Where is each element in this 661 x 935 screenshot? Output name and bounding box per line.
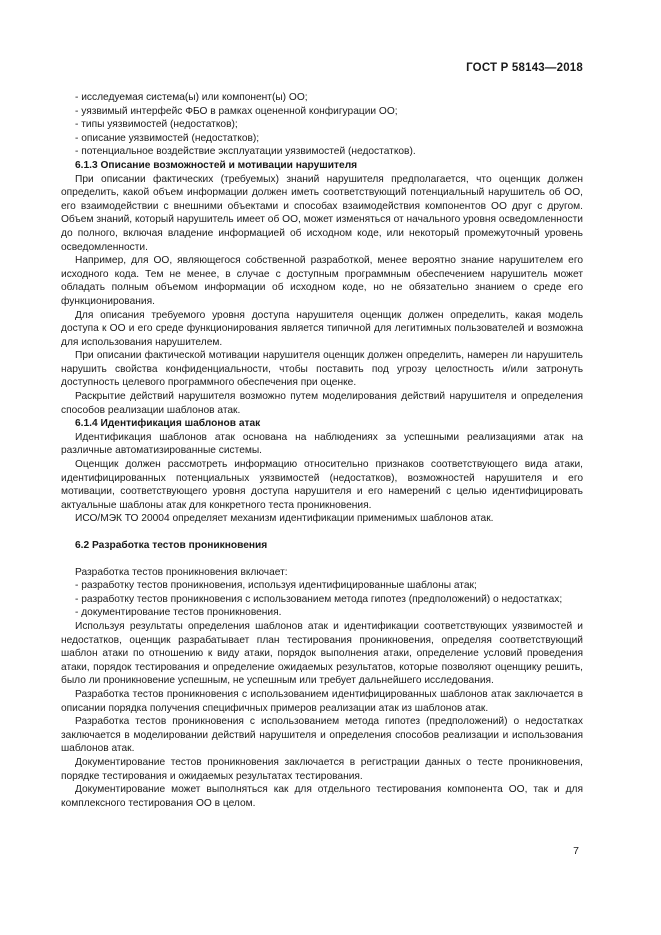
paragraph: Документирование может выполняться как для отдельного тестирования компонента ОО, так и для комплексного тестирования ОО в целом. (61, 784, 583, 809)
list-item: - разработку тестов проникновения, используя идентифицированные шаблоны атак; (75, 580, 477, 592)
list-item: - типы уязвимостей (недостатков); (75, 119, 238, 131)
list-item: - потенциальное воздействие эксплуатации уязвимостей (недостатков). (75, 146, 416, 158)
list-item: - разработку тестов проникновения с использованием метода гипотез (предположений) о недостатках; (75, 593, 563, 605)
paragraph: Раскрытие действий нарушителя возможно путем моделирования действий нарушителя и определения способов реализации шаблонов атак. (61, 391, 583, 416)
section-heading: 6.2 Разработка тестов проникновения (75, 540, 268, 551)
list-item: - уязвимый интерфейс ФБО в рамках оцененной конфигурации ОО; (75, 105, 398, 117)
paragraph: При описании фактической мотивации нарушителя оценщик должен определить, намерен ли нарушитель нарушить свойства конфиденциальности, чтобы поставить под угрозу целостность и/или затронуть доступность целевого программного обеспечения при оценке. (61, 350, 583, 389)
list-item: - документирование тестов проникновения. (75, 607, 282, 619)
paragraph: Разработка тестов проникновения включает: (75, 566, 288, 578)
standard-number: ГОСТ Р 58143—2018 (466, 62, 583, 74)
paragraph: Для описания требуемого уровня доступа нарушителя оценщик должен определить, какая модель доступа к ОО и его среде функционирования является типичной для легитимных пользователей и возможна для использования нарушителем. (61, 309, 583, 348)
paragraph: Используя результаты определения шаблонов атак и идентификации соответствующих уязвимостей и недостатков, оценщик разрабатывает план тестирования проникновения, определяя соответствующий шаблон атаки по отношению к виду атаки, порядок выполнения атаки, определение условий проведения атаки, порядок тестирования и определение ожидаемых результатов, которые позволяют оценщику решить, было ли проникновение успешным, не успешным или требует дальнейшего исследования. (61, 620, 583, 687)
paragraph: Документирование тестов проникновения заключается в регистрации данных о тесте проникновения, порядке тестирования и ожидаемых результатах тестирования. (61, 756, 583, 782)
section-heading: 6.1.4 Идентификация шаблонов атак (75, 418, 261, 430)
page-body (61, 91, 583, 810)
paragraph: Разработка тестов проникновения с использованием идентифицированных шаблонов атак заключается в описании порядка получения специфичных примеров реализации атак из шаблонов атак. (61, 688, 583, 714)
paragraph: При описании фактических (требуемых) знаний нарушителя предполагается, что оценщик должен определить, какой объем информации должен иметь соответствующий потенциальный нарушитель об ОО, его взаимодействии с внешними объектами и способах взаимодействия компонентов ОО друг с другом. Объем знаний, который нарушитель имеет об ОО, может изменяться от начального уровня осведомленности до полного, включая владение информацией об исходном коде, или некоторый промежуточный уровень осведомленности. (61, 173, 583, 253)
paragraph: Оценщик должен рассмотреть информацию относительно признаков соответствующего вида атаки, идентифицированных потенциальных уязвимостей (недостатков), возможностей нарушителя и его мотивации, соответствующего уровня доступа нарушителя и его намерений с целью идентифицировать актуальные шаблоны атак для конкретного теста проникновения. (61, 459, 583, 511)
list-item: - описание уязвимостей (недостатков); (75, 132, 260, 144)
paragraph: ИСО/МЭК ТО 20004 определяет механизм идентификации применимых шаблонов атак. (75, 513, 494, 525)
paragraph: Например, для ОО, являющегося собственной разработкой, менее вероятно знание нарушителем его исходного кода. Тем не менее, в случае с доступным программным обеспечением нарушитель может обладать полным объемом информации об исходном коде, но не обязательно знанием о среде его функционирования. (61, 255, 583, 307)
list-item: - исследуемая система(ы) или компонент(ы) ОО; (75, 92, 308, 103)
section-heading: 6.1.3 Описание возможностей и мотивации нарушителя (75, 159, 358, 171)
paragraph: Идентификация шаблонов атак основана на наблюдениях за успешными реализациями атак на различные автоматизированные системы. (61, 431, 583, 457)
paragraph: Разработка тестов проникновения с использованием метода гипотез (предположений) о недостатках заключается в моделировании действий нарушителя и определения способов реализации и использования шаблонов атак. (61, 716, 583, 755)
page-number: 7 (573, 845, 579, 857)
